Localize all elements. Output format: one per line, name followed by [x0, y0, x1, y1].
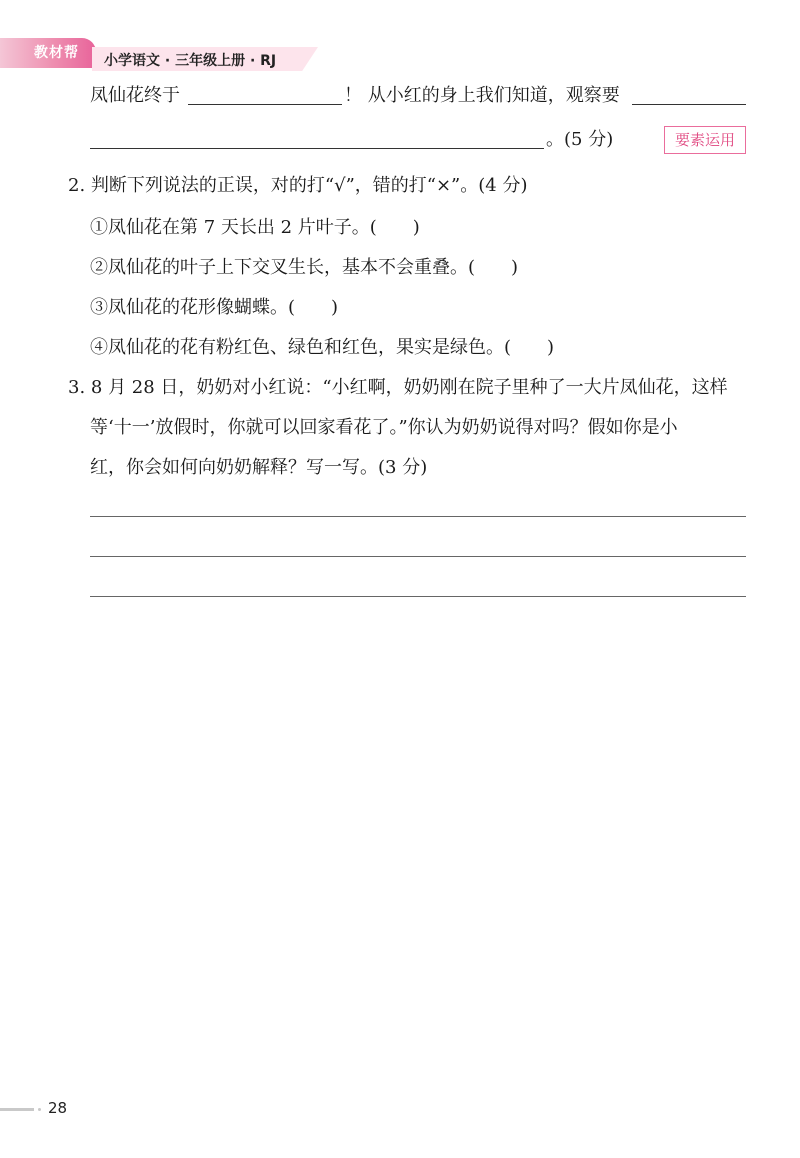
q1-blank-1[interactable]: [188, 104, 342, 105]
q1-line1-start: 凤仙花终于: [90, 85, 180, 106]
q1-blank-3[interactable]: [90, 148, 544, 149]
q1-line2-end: 。(5 分): [546, 129, 614, 150]
footer-bar: [0, 1108, 34, 1111]
q3-line-2: 等‘十一’放假时，你就可以回家看花了。”你认为奶奶说得对吗？假如你是小: [90, 417, 678, 438]
footer-dot: [38, 1108, 41, 1111]
q2-item-1[interactable]: ①凤仙花在第 7 天长出 2 片叶子。( ): [90, 217, 420, 238]
q1-line1-mid: ！ 从小红的身上我们知道，观察要: [344, 85, 620, 106]
answer-line-1[interactable]: [90, 516, 746, 517]
q1-blank-2[interactable]: [632, 104, 746, 105]
page-header: [0, 38, 330, 72]
q2-item-3[interactable]: ③凤仙花的花形像蝴蝶。( ): [90, 297, 339, 318]
q3-line-1: 3. 8 月 28 日，奶奶对小红说：“小红啊，奶奶刚在院子里种了一大片凤仙花，这样: [68, 377, 728, 398]
brand-label: 教材帮: [34, 45, 79, 61]
q2-item-4[interactable]: ④凤仙花的花有粉红色、绿色和红色，果实是绿色。( ): [90, 337, 555, 358]
q2-title: 2. 判断下列说法的正误，对的打“√”，错的打“×”。(4 分): [68, 175, 528, 196]
answer-line-2[interactable]: [90, 556, 746, 557]
answer-line-3[interactable]: [90, 596, 746, 597]
skill-tag: 要素运用: [664, 126, 746, 154]
header-title: 小学语文 · 三年级上册 · RJ: [104, 53, 277, 69]
page-number: 28: [48, 1099, 68, 1117]
q2-item-2[interactable]: ②凤仙花的叶子上下交叉生长，基本不会重叠。( ): [90, 257, 519, 278]
q3-line-3: 红，你会如何向奶奶解释？写一写。(3 分): [90, 457, 428, 478]
